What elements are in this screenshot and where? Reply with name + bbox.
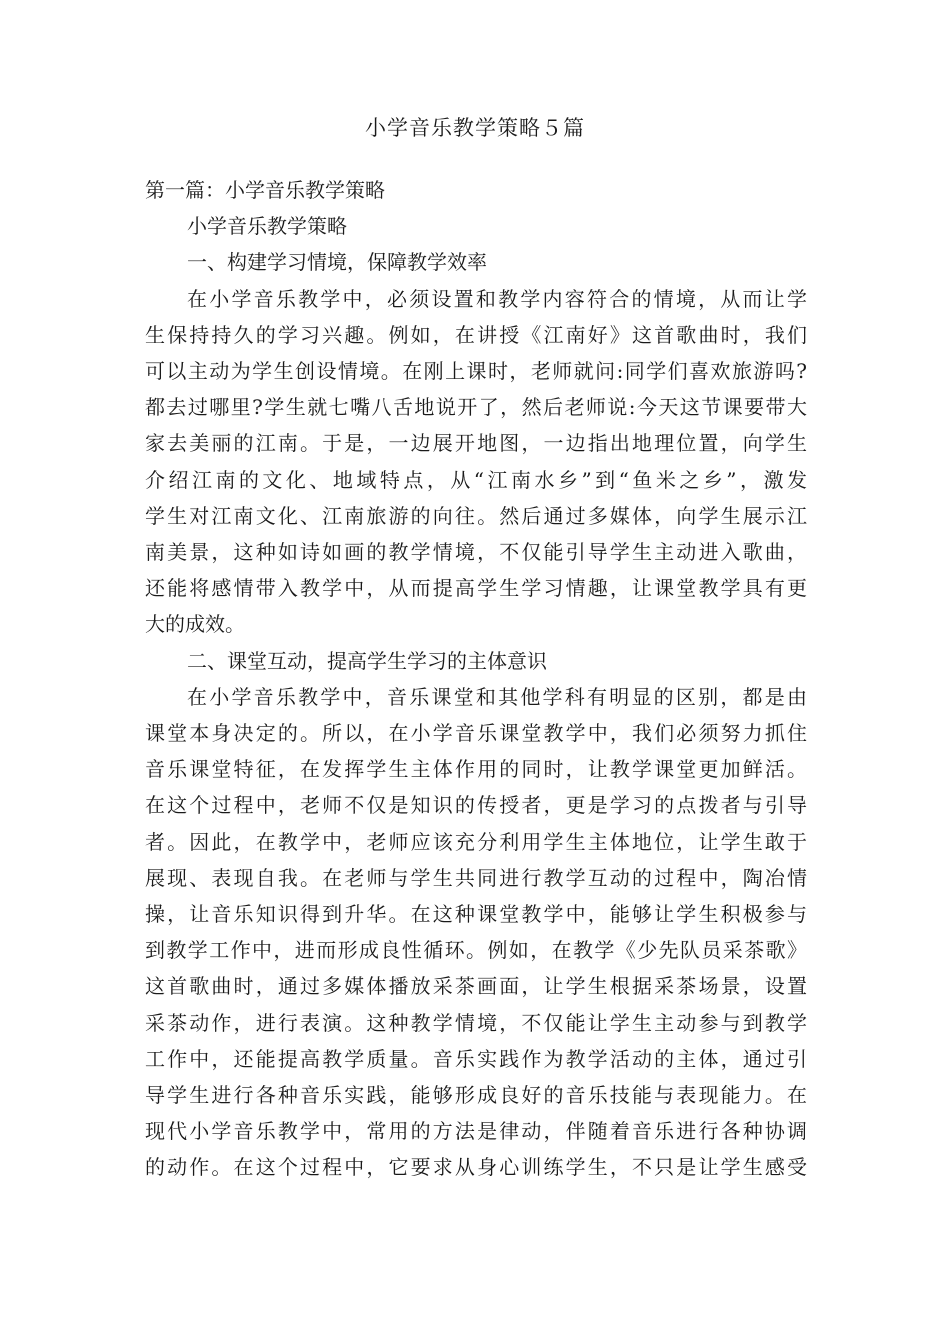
text-line: 在小学音乐教学中，必须设置和教学内容符合的情境，从而让学 — [187, 286, 807, 311]
text-line: 导学生进行各种音乐实践，能够形成良好的音乐技能与表现能力。在 — [145, 1083, 807, 1108]
text-line: 音乐课堂特征，在发挥学生主体作用的同时，让教学课堂更加鲜活。 — [145, 757, 807, 782]
text-line: 现代小学音乐教学中，常用的方法是律动，伴随着音乐进行各种协调 — [145, 1119, 807, 1144]
text-line: 课堂本身决定的。所以，在小学音乐课堂教学中，我们必须努力抓住 — [145, 721, 807, 746]
text-line: 第一篇：小学音乐教学策略 — [145, 178, 385, 202]
text-line: 可以主动为学生创设情境。在刚上课时，老师就问:同学们喜欢旅游吗? — [145, 359, 807, 384]
text-line: 一、构建学习情境，保障教学效率 — [187, 250, 487, 275]
text-line: 家去美丽的江南。于是，一边展开地图，一边指出地理位置，向学生 — [145, 431, 807, 456]
text-line: 在这个过程中，老师不仅是知识的传授者，更是学习的点拨者与引导 — [145, 793, 807, 818]
text-line: 的动作。在这个过程中，它要求从身心训练学生，不只是让学生感受 — [145, 1155, 807, 1180]
text-line: 生保持持久的学习兴趣。例如，在讲授《江南好》这首歌曲时，我们 — [145, 322, 807, 347]
text-line: 还能将感情带入教学中，从而提高学生学习情趣，让课堂教学具有更 — [145, 576, 807, 601]
text-line: 工作中，还能提高教学质量。音乐实践作为教学活动的主体，通过引 — [145, 1046, 807, 1071]
text-line: 在小学音乐教学中，音乐课堂和其他学科有明显的区别，都是由 — [187, 684, 807, 709]
text-line: 这首歌曲时，通过多媒体播放采茶画面，让学生根据采茶场景，设置 — [145, 974, 807, 999]
text-line: 南美景，这种如诗如画的教学情境，不仅能引导学生主动进入歌曲， — [145, 540, 807, 565]
document-body — [145, 172, 807, 1186]
text-line: 都去过哪里?学生就七嘴八舌地说开了，然后老师说:今天这节课要带大 — [145, 395, 807, 420]
text-line: 操，让音乐知识得到升华。在这种课堂教学中，能够让学生积极参与 — [145, 902, 807, 927]
text-line: 小学音乐教学策略 — [187, 214, 347, 239]
text-line: 采茶动作，进行表演。这种教学情境，不仅能让学生主动参与到教学 — [145, 1010, 807, 1035]
text-line: 介绍江南的文化、地域特点，从“江南水乡”到“鱼米之乡”，激发 — [145, 467, 807, 492]
text-line: 大的成效。 — [145, 612, 245, 637]
text-line: 者。因此，在教学中，老师应该充分利用学生主体地位，让学生敢于 — [145, 829, 807, 854]
text-line: 展现、表现自我。在老师与学生共同进行教学互动的过程中，陶冶情 — [145, 865, 807, 890]
text-line: 学生对江南文化、江南旅游的向往。然后通过多媒体，向学生展示江 — [145, 503, 807, 528]
text-line: 到教学工作中，进而形成良性循环。例如，在教学《少先队员采茶歌》 — [145, 938, 807, 963]
document-title: 小学音乐教学策略５篇 — [365, 116, 585, 140]
text-line: 二、课堂互动，提高学生学习的主体意识 — [187, 648, 547, 673]
